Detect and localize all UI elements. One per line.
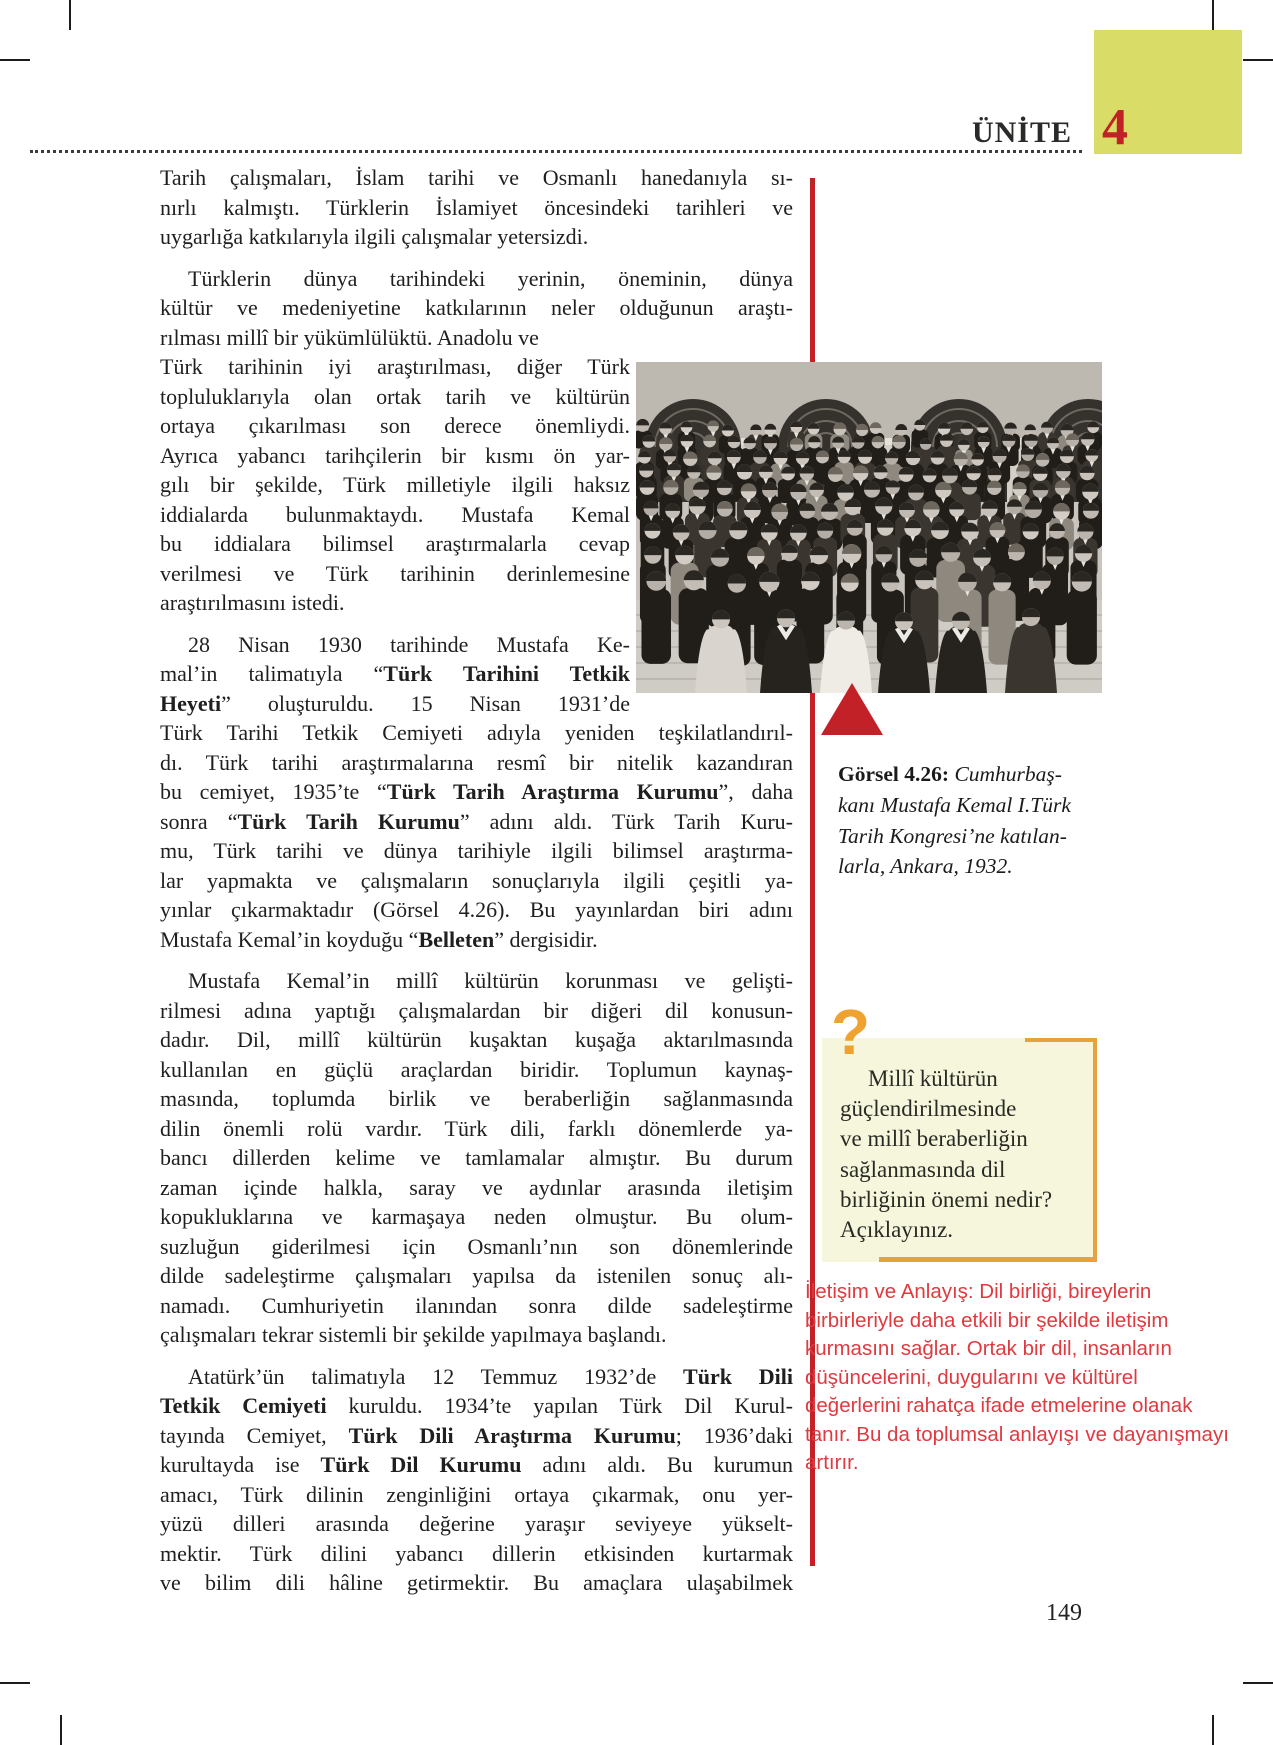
- question-box-border-top: [1025, 1038, 1097, 1042]
- congress-photo: [636, 362, 1102, 693]
- crop-mark-bottom-left-h: [0, 1682, 30, 1684]
- body-line: kopukluklarına ve karmaşaya neden olmuştur. Bu olum-: [160, 1204, 793, 1229]
- annotation-text: [805, 1278, 1229, 1478]
- body-line: nırlı kalmıştı. Türklerin İslamiyet öncesindeki tarihleri ve: [160, 194, 793, 220]
- question-line: birliğinin önemi nedir?: [840, 1186, 1053, 1212]
- body-line: Türk Tarihi Tetkik Cemiyeti adıyla yeniden teşkilatlandırıl-: [160, 720, 793, 745]
- body-line: Türk tarihinin iyi araştırılması, diğer Türk: [160, 354, 630, 379]
- body-line: kurultayda ise Türk Dil Kurumu adını aldı. Bu kurumun: [160, 1452, 793, 1477]
- body-line: ve bilim dili hâline getirmektir. Bu amaçlara ulaşabilmek: [160, 1570, 793, 1595]
- question-mark-icon: ?: [831, 996, 871, 1068]
- annotation-line: birbirleriyle daha etkili bir şekilde iletişim: [805, 1308, 1169, 1332]
- figure-caption-line: Tarih Kongresi’ne katılan-: [838, 823, 1067, 848]
- question-line: sağlanmasında dil: [840, 1156, 1006, 1182]
- body-line: yınlar çıkarmaktadır (Görsel 4.26). Bu yayınlardan biri adını: [160, 897, 793, 922]
- crop-mark-bottom-right-v: [1212, 1715, 1214, 1745]
- unit-number-box: [1094, 30, 1242, 154]
- figure-caption-line: larla, Ankara, 1932.: [838, 854, 1013, 879]
- body-line: 28 Nisan 1930 tarihinde Mustafa Ke-: [188, 631, 630, 657]
- body-line: sonra “Türk Tarih Kurumu” adını aldı. Türk Tarih Kuru-: [160, 808, 794, 834]
- body-line: bancı dillerden kelime ve tamlamalar almıştır. Bu durum: [160, 1145, 793, 1170]
- body-line: bu iddialara bilimsel araştırmalarla cevap: [160, 531, 630, 556]
- body-line: Mustafa Kemal’in millî kültürün korunması ve gelişti-: [188, 968, 793, 993]
- body-line: mektir. Türk dilini yabancı dillerin etkisinden kurtarmak: [160, 1540, 793, 1566]
- congress-photo-image: [636, 362, 1102, 693]
- body-line: bu cemiyet, 1935’te “Türk Tarih Araştırma Kurumu”, daha: [160, 779, 794, 804]
- body-line: Atatürk’ün talimatıyla 12 Temmuz 1932’de Türk Dili: [188, 1363, 793, 1389]
- crop-mark-bottom-left-v: [60, 1715, 62, 1745]
- body-line: Türklerin dünya tarihindeki yerinin, öneminin, dünya: [188, 265, 793, 291]
- crop-mark-bottom-right-h: [1243, 1682, 1273, 1684]
- question-line: Açıklayınız.: [840, 1217, 954, 1243]
- body-line: Heyeti” oluşturuldu. 15 Nisan 1931’de: [160, 690, 630, 716]
- annotation-line: tanır. Bu da toplumsal anlayışı ve dayanışmayı: [805, 1422, 1229, 1446]
- crop-mark-top-left-h: [0, 59, 30, 61]
- figure-caption: [838, 759, 1106, 882]
- body-line: Tetkik Cemiyeti kuruldu. 1934’te yapılan Türk Dil Kurul-: [160, 1393, 793, 1418]
- body-line: Mustafa Kemal’in koyduğu “Belleten” dergisidir.: [160, 926, 598, 952]
- body-line: rılması millî bir yükümlülüktü. Anadolu ve: [160, 324, 539, 350]
- body-line: gılı bir şekilde, Türk milletiyle ilgili haksız: [160, 472, 630, 497]
- body-line: mal’in talimatıyla “Türk Tarihini Tetkik: [160, 661, 630, 686]
- body-line: zaman içinde halkla, saray ve aydınlar arasında iletişim: [160, 1174, 793, 1200]
- body-line: verilmesi ve Türk tarihinin derinlemesine: [160, 560, 630, 586]
- unit-label: ÜNİTE: [971, 116, 1072, 149]
- body-line: masında, toplumda birlik ve beraberliğin sağlanmasında: [160, 1086, 793, 1111]
- body-line: rilmesi adına yaptığı çalışmalardan bir diğeri dil konusun-: [160, 997, 793, 1023]
- crop-mark-top-left-v: [69, 0, 71, 30]
- question-line: Millî kültürün: [868, 1066, 998, 1091]
- crop-mark-top-right-h: [1243, 59, 1273, 61]
- body-line: namadı. Cumhuriyetin ilanından sonra dilde sadeleştirme: [160, 1292, 793, 1318]
- body-line: uygarlığa katkılarıyla ilgili çalışmalar yetersizdi.: [160, 224, 589, 249]
- body-line: dilde sadeleştirme çalışmaları yapılsa da istenilen sonuç alı-: [160, 1263, 793, 1288]
- body-line: ortaya çıkarılması son derece önemliydi.: [160, 413, 630, 438]
- body-line: suzluğun giderilmesi için Osmanlı’nın son dönemlerinde: [160, 1233, 793, 1259]
- body-line: Tarih çalışmaları, İslam tarihi ve Osmanlı hanedanıyla sı-: [160, 165, 793, 190]
- body-line: kullanılan en güçlü araçlardan biridir. Toplumun kaynaş-: [160, 1056, 793, 1082]
- body-line: dilin önemli rolü vardır. Türk dili, farklı dönemlerde ya-: [160, 1115, 793, 1141]
- body-line: Ayrıca yabancı tarihçilerin bir kısmı ön yar-: [160, 442, 630, 468]
- body-line: amacı, Türk dilinin zenginliğini ortaya çıkarmak, onu yer-: [160, 1481, 793, 1507]
- body-line: dadır. Dil, millî kültürün kuşaktan kuşağa aktarılmasında: [160, 1027, 793, 1052]
- question-line: ve millî beraberliğin: [840, 1126, 1028, 1152]
- body-line: yüzü dilleri arasında değerine yaraşır seviyeye yükselt-: [160, 1511, 793, 1536]
- body-line: mu, Türk tarihi ve dünya tarihiyle ilgili bilimsel araştırma-: [160, 838, 793, 863]
- page-number: 149: [1046, 1600, 1082, 1626]
- question-box-border-bottom: [879, 1257, 1097, 1262]
- unit-number: 4: [1102, 99, 1128, 156]
- body-line: araştırılmasını istedi.: [160, 590, 345, 615]
- body-line: tayında Cemiyet, Türk Dili Araştırma Kurumu; 1936’daki: [160, 1422, 793, 1448]
- body-line: çalışmaları tekrar sistemli bir şekilde yapılmaya başlandı.: [160, 1322, 667, 1347]
- figure-caption-line: Görsel 4.26: Cumhurbaş-: [838, 762, 1062, 786]
- figure-caption-line: kanı Mustafa Kemal I.Türk: [838, 792, 1071, 817]
- annotation-line: değerlerini rahatça ifade etmelerine olanak: [805, 1394, 1193, 1417]
- body-line: topluluklarıyla olan ortak tarih ve kültürün: [160, 383, 630, 409]
- photo-pointer-triangle-icon: [821, 683, 883, 735]
- question-box-border-right: [1093, 1038, 1097, 1262]
- question-line: güçlendirilmesinde: [840, 1096, 1017, 1122]
- crop-mark-top-right-v: [1212, 0, 1214, 30]
- body-line: kültür ve medeniyetine katkılarının neler olduğunun araştı-: [160, 295, 793, 320]
- question-text: [840, 1064, 1080, 1245]
- annotation-line: düşüncelerini, duygularını ve kültürel: [805, 1365, 1138, 1389]
- annotation-line: kurmasını sağlar. Ortak bir dil, insanların: [805, 1337, 1172, 1360]
- header-dotted-rule: [30, 150, 1082, 153]
- body-line: dı. Türk tarihi araştırmalarına resmî bir nitelik kazandıran: [160, 749, 793, 775]
- annotation-line: artırır.: [805, 1451, 859, 1474]
- body-line: iddialarda bulunmaktaydı. Mustafa Kemal: [160, 501, 630, 527]
- annotation-line: İletişim ve Anlayış: Dil birliği, bireylerin: [805, 1280, 1152, 1303]
- body-line: lar yapmakta ve çalışmaların sonuçlarıyla ilgili çeşitli ya-: [160, 867, 793, 893]
